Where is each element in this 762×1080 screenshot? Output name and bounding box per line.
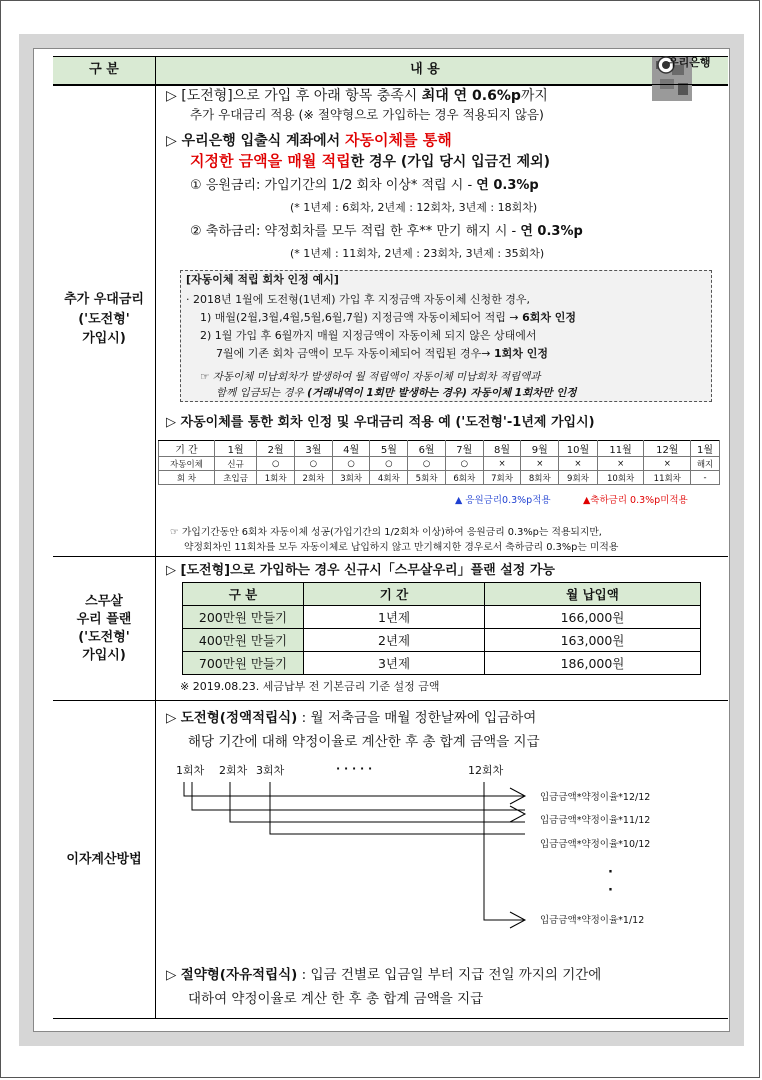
section1-paragraph1: ▷ [도전형]으로 가입 후 아래 항목 충족시 최대 연 0.6%p까지 xyxy=(166,88,548,104)
schedule-row-period: 기 간 1월 2월 3월 4월 5월 6월 7월 8월 9월 10월 11월 12월 1월 xyxy=(159,441,720,457)
plan-footnote: ※ 2019.08.23. 세금납부 전 기본금리 기준 설정 금액 xyxy=(180,680,440,693)
box-line-2: 1) 매월(2월,3월,4월,5월,6월,7월) 지정금액 자동이체되어 적립 → 6회차 인정 xyxy=(200,311,577,324)
section2-label-1: 스무살 xyxy=(85,594,123,609)
box-line-6: 함께 입금되는 경우 (거래내역이 1회만 발생하는 경우) 자동이체 1회차만 인정 xyxy=(216,387,577,399)
section1-paragraph1-line2: 추가 우대금리 적용 (※ 절약형으로 가입하는 경우 적용되지 않음) xyxy=(190,107,544,122)
table-row: 400만원 만들기 2년제 163,000원 xyxy=(183,629,701,652)
legend-cheer-applied: ▲ 응원금리0.3%p적용 xyxy=(455,495,551,506)
section1-paragraph2: ▷ 우리은행 입출식 계좌에서 자동이체를 통해 xyxy=(166,131,452,149)
example-note-2: 약정회차인 11회차를 모두 자동이체로 납입하지 않고 만기해지한 경우로서 축하금리 0.3%p는 미적용 xyxy=(184,542,619,553)
header-content: 내 용 xyxy=(410,62,440,77)
diagram-ellipsis: · · · · · xyxy=(336,762,373,775)
column-divider xyxy=(155,56,156,1018)
interest-diagram xyxy=(170,778,530,933)
example-title: ▷ 자동이체를 통한 회차 인정 및 우대금리 적용 예 ('도전형'-1년제 가입시) xyxy=(166,415,595,430)
formula-11: 입금금액*약정이율*11/12 xyxy=(540,815,651,826)
schedule-table xyxy=(158,440,720,485)
row-divider xyxy=(53,700,728,701)
section1-paragraph2-line2: 지정한 금액을 매월 적립한 경우 (가입 당시 입금건 제외) xyxy=(190,152,551,170)
arrow-line-4 xyxy=(270,782,525,834)
table-row: 200만원 만들기 1년제 166,000원 xyxy=(183,606,701,629)
example-note-1: ☞ 가입기간동안 6회차 자동이체 성공(가입기간의 1/2회차 이상)하여 응원금리 0.3%p는 적용되지만, xyxy=(170,527,602,538)
rate-cheer: ① 응원금리: 가입기간의 1/2 회차 이상* 적립 시 - 연 0.3%p xyxy=(190,178,539,193)
section3-paragraph1: ▷ 도전형(정액적립식) : 월 저축금을 매월 정한날짜에 입금하여 xyxy=(166,710,537,726)
plan-table xyxy=(182,582,701,675)
logo-text: 우리은행 xyxy=(668,56,711,69)
diagram-round-3: 3회차 xyxy=(256,764,285,777)
box-line-1: · 2018년 1월에 도전형(1년제) 가입 후 지정금액 자동이체 신청한 경우, xyxy=(186,293,531,306)
box-title: [자동이체 적립 회차 인정 예시] xyxy=(186,273,339,286)
section2-intro: ▷ [도전형]으로 가입하는 경우 신규시「스무살우리」플랜 설정 가능 xyxy=(166,563,555,578)
box-line-4: 7월에 기존 회차 금액이 모두 자동이체되어 적립된 경우→ 1회차 인정 xyxy=(216,347,548,360)
section1-label-1: 추가 우대금리 xyxy=(64,292,144,307)
table-row: 700만원 만들기 3년제 186,000원 xyxy=(183,652,701,675)
box-line-3: 2) 1월 가입 후 6월까지 매월 지정금액이 자동이체 되지 않은 상태에서 xyxy=(200,329,537,342)
section3-paragraph2-line2: 대하여 약정이율로 계산 한 후 총 합계 금액을 지급 xyxy=(188,991,484,1007)
section1-label-2: ('도전형' xyxy=(78,312,130,327)
diagram-round-12: 12회차 xyxy=(468,764,504,777)
section2-label-4: 가입시) xyxy=(82,648,126,663)
section2-label-3: ('도전형' xyxy=(78,630,130,645)
arrow-line-5 xyxy=(484,782,525,920)
section3-paragraph2: ▷ 절약형(자유적립식) : 입금 건별로 입금일 부터 지급 전일 까지의 기간에 xyxy=(166,967,602,983)
plan-table-header: 구 분 기 간 월 납입액 xyxy=(183,583,701,606)
row-divider xyxy=(53,84,728,85)
arrow-line-3 xyxy=(230,782,525,822)
row-divider xyxy=(53,1018,728,1019)
arrow-head-2 xyxy=(510,806,525,822)
section3-paragraph1-line2: 해당 기간에 대해 약정이율로 계산한 후 총 합계 금액을 지급 xyxy=(188,734,540,750)
vertical-dot-1: · xyxy=(608,865,613,880)
section1-label-3: 가입시) xyxy=(82,331,126,346)
row-divider xyxy=(53,556,728,557)
rate-congrats-note: (* 1년제 : 11회차, 2년제 : 23회차, 3년제 : 35회차) xyxy=(290,247,545,260)
diagram-round-2: 2회차 xyxy=(219,764,248,777)
schedule-row-transfer: 자동이체 신규 ○ ○ ○ ○ ○ ○ × × × × × 해지 xyxy=(159,457,720,471)
vertical-dot-2: · xyxy=(608,883,613,898)
section3-label: 이자계산방법 xyxy=(66,852,142,867)
diagram-round-1: 1회차 xyxy=(176,764,205,777)
section2-label-2: 우리 플랜 xyxy=(76,612,132,627)
schedule-row-count: 회 차 초입금 1회차 2회차 3회차 4회차 5회차 6회차 7회차 8회차 9회차 10회차 11회차 - xyxy=(159,471,720,485)
formula-10: 입금금액*약정이율*10/12 xyxy=(540,839,651,850)
formula-12: 입금금액*약정이율*12/12 xyxy=(540,792,651,803)
formula-1: 입금금액*약정이율*1/12 xyxy=(540,915,645,926)
arrow-line-1 xyxy=(184,782,525,796)
rate-congrats: ② 축하금리: 약정회차를 모두 적립 한 후** 만기 해지 시 - 연 0.3%p xyxy=(190,224,583,239)
box-line-5: ☞ 자동이체 미납회차가 발생하여 월 적립액이 자동이체 미납회차 적립액과 xyxy=(200,371,541,383)
rate-cheer-note: (* 1년제 : 6회차, 2년제 : 12회차, 3년제 : 18회차) xyxy=(290,201,538,214)
legend-congrats-not-applied: ▲축하금리 0.3%p미적용 xyxy=(583,495,688,506)
header-category: 구 분 xyxy=(89,62,119,77)
